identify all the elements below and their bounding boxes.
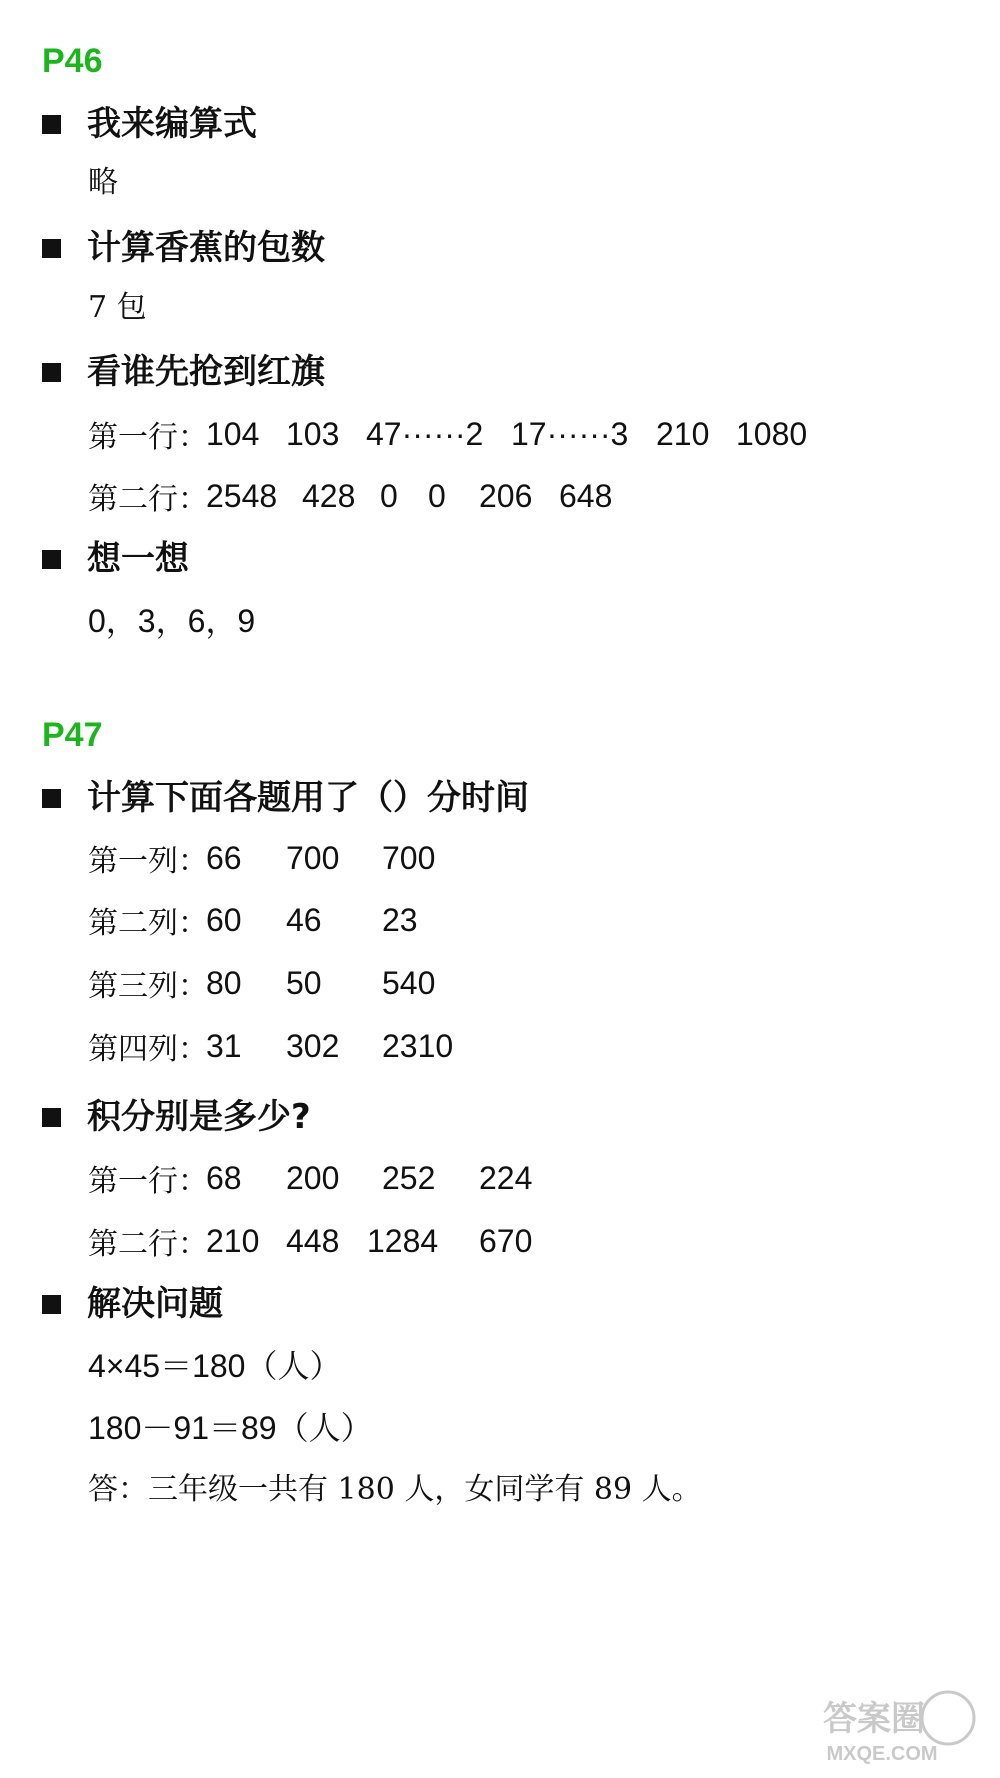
value-cell: 200: [286, 1159, 340, 1196]
value-cell: 31: [206, 1027, 242, 1064]
value-cell: 50: [286, 964, 322, 1001]
square-bullet-icon: [42, 1295, 61, 1314]
heading-text: 解决问题: [87, 1284, 223, 1324]
value-cell: 17······3: [511, 415, 629, 452]
value-cell: 103: [286, 415, 340, 452]
value-cell: 1284: [367, 1222, 439, 1259]
value-cell: 2548: [206, 477, 278, 514]
watermark-text: 答案圈: [823, 1699, 925, 1739]
value-cell: 60: [206, 901, 242, 938]
section-heading: [42, 778, 529, 818]
value-cell: 80: [206, 964, 242, 1001]
square-bullet-icon: [42, 115, 61, 134]
heading-text: 计算下面各题用了（）分时间: [87, 778, 529, 818]
equation-line: 4×45＝180（人）: [88, 1348, 342, 1384]
square-bullet-icon: [42, 550, 61, 569]
watermark-logo: [782, 1686, 982, 1766]
answer-row: [88, 476, 948, 516]
row-label: 第三列：: [88, 969, 208, 1004]
value-cell: 224: [479, 1159, 533, 1196]
answer-row: [88, 414, 948, 454]
value-cell: 47······2: [366, 415, 484, 452]
row-label: 第一行：: [88, 420, 208, 455]
row-label: 第一行：: [88, 1164, 208, 1199]
value-cell: 428: [302, 477, 356, 514]
section-heading: [42, 352, 325, 392]
watermark-domain: MXQE.COM: [826, 1743, 938, 1765]
heading-text: 想一想: [87, 539, 189, 579]
value-cell: 23: [382, 901, 418, 938]
answer-row: [88, 838, 688, 878]
heading-text: 积分别是多少?: [87, 1097, 311, 1137]
value-cell: 0: [380, 477, 398, 514]
section-heading: [42, 228, 325, 268]
answer-row: [88, 1026, 688, 1066]
value-cell: 670: [479, 1222, 533, 1259]
square-bullet-icon: [42, 239, 61, 258]
section-heading: [42, 1284, 223, 1324]
value-cell: 68: [206, 1159, 242, 1196]
value-cell: 1080: [736, 415, 808, 452]
answer-row: [88, 1221, 788, 1261]
square-bullet-icon: [42, 363, 61, 382]
value-cell: 448: [286, 1222, 340, 1259]
value-cell: 66: [206, 839, 242, 876]
row-label: 第二行：: [88, 1227, 208, 1262]
value-cell: 0: [428, 477, 446, 514]
heading-text: 看谁先抢到红旗: [87, 352, 325, 392]
answer-row: [88, 900, 688, 940]
row-label: 第一列：: [88, 844, 208, 879]
watermark-logo-icon: [782, 1686, 982, 1766]
page-label-p47: P47: [42, 716, 103, 754]
value-cell: 206: [479, 477, 533, 514]
value-cell: 2310: [382, 1027, 454, 1064]
row-label: 第二列：: [88, 906, 208, 941]
value-cell: 210: [656, 415, 710, 452]
answer-text: 略: [88, 165, 118, 200]
value-cell: 648: [559, 477, 613, 514]
section-heading: [42, 104, 257, 144]
row-label: 第四列：: [88, 1032, 208, 1067]
value-cell: 302: [286, 1027, 340, 1064]
heading-text: 计算香蕉的包数: [87, 228, 325, 268]
section-heading: [42, 1097, 311, 1137]
row-label: 第二行：: [88, 482, 208, 517]
answer-row: [88, 963, 688, 1003]
value-cell: 700: [382, 839, 436, 876]
value-cell: 700: [286, 839, 340, 876]
section-heading: [42, 539, 189, 579]
value-cell: 46: [286, 901, 322, 938]
answer-sentence: 答：三年级一共有 180 人，女同学有 89 人。: [88, 1472, 702, 1507]
value-cell: 252: [382, 1159, 436, 1196]
answer-text: 0，3，6，9: [88, 603, 256, 639]
answer-text: 7 包: [88, 290, 147, 325]
square-bullet-icon: [42, 789, 61, 808]
value-cell: 104: [206, 415, 260, 452]
page-label-p46: P46: [42, 42, 103, 80]
heading-text: 我来编算式: [87, 104, 257, 144]
value-cell: 210: [206, 1222, 260, 1259]
equation-line: 180－91＝89（人）: [88, 1410, 373, 1446]
square-bullet-icon: [42, 1108, 61, 1127]
value-cell: 540: [382, 964, 436, 1001]
answer-row: [88, 1158, 788, 1198]
